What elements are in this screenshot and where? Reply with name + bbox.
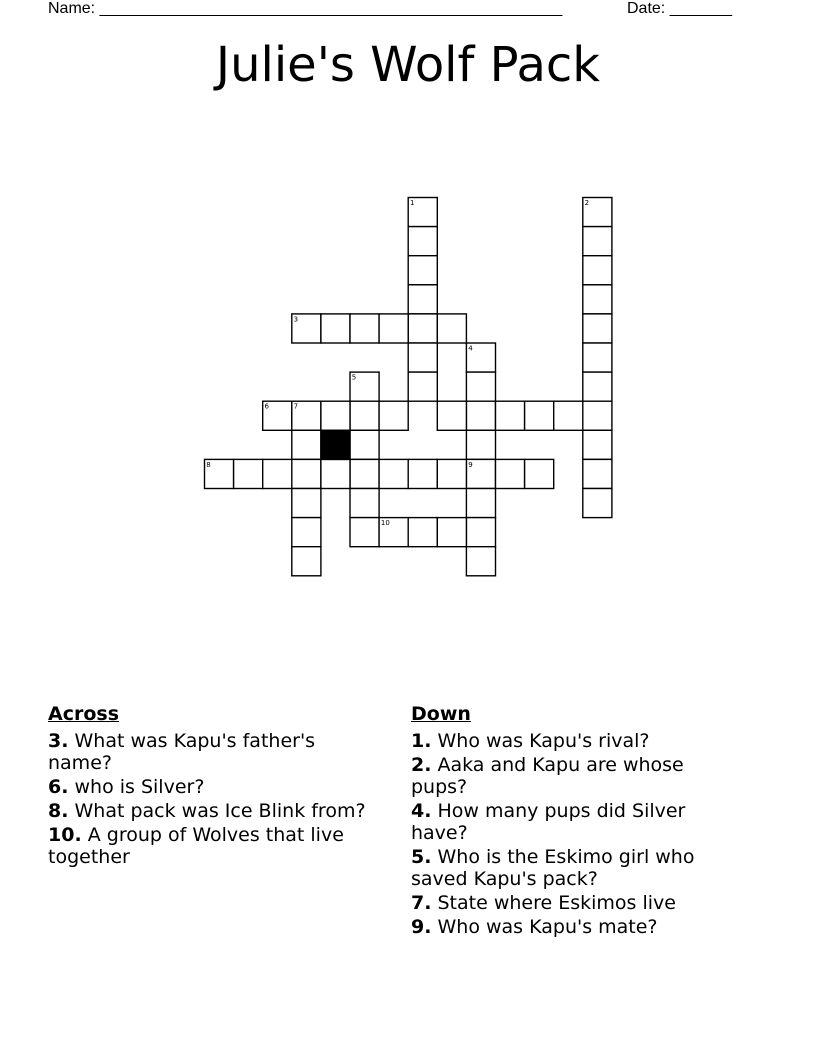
across-heading: Across	[48, 703, 120, 725]
clue-number: 10.	[48, 824, 82, 846]
cell-number: 7	[293, 402, 299, 411]
down-clue	[411, 730, 741, 752]
down-heading: Down	[411, 703, 471, 725]
clue-text: State where Eskimos live	[437, 892, 676, 914]
grid-cell[interactable]	[496, 401, 525, 430]
grid-cell[interactable]	[583, 372, 612, 401]
grid-cell[interactable]	[466, 518, 495, 547]
grid-cell[interactable]	[583, 430, 612, 459]
grid-cell[interactable]	[292, 489, 321, 518]
grid-cell[interactable]	[408, 459, 437, 488]
grid-cell[interactable]	[583, 343, 612, 372]
grid-cell[interactable]	[554, 401, 583, 430]
clue-number: 1.	[411, 730, 432, 752]
grid-cell[interactable]	[321, 459, 350, 488]
clue-text: Who is the Eskimo girl who saved Kapu's pack?	[411, 846, 695, 890]
clue-number: 7.	[411, 892, 432, 914]
clue-number: 2.	[411, 754, 432, 776]
across-clues	[48, 703, 378, 870]
grid-cell[interactable]	[350, 518, 379, 547]
grid-cell[interactable]	[292, 430, 321, 459]
clue-number: 5.	[411, 846, 432, 868]
grid-cell[interactable]	[350, 401, 379, 430]
grid-cell[interactable]	[437, 459, 466, 488]
grid-cell[interactable]	[408, 518, 437, 547]
grid-cell[interactable]	[525, 459, 554, 488]
down-clues	[411, 703, 741, 940]
down-clue	[411, 800, 741, 844]
grid-cell[interactable]	[350, 430, 379, 459]
down-clue	[411, 916, 741, 938]
grid-cell[interactable]	[525, 401, 554, 430]
clue-text: What pack was Ice Blink from?	[74, 800, 366, 822]
clue-number: 4.	[411, 800, 432, 822]
grid-cell[interactable]	[379, 401, 408, 430]
grid-cell[interactable]	[583, 314, 612, 343]
grid-cell[interactable]	[292, 459, 321, 488]
grid-cell[interactable]	[583, 489, 612, 518]
clue-text: A group of Wolves that live together	[48, 824, 344, 868]
grid-cell[interactable]	[437, 314, 466, 343]
cell-number: 6	[264, 402, 269, 411]
grid-cell[interactable]	[583, 227, 612, 256]
grid-cell[interactable]	[466, 547, 495, 576]
grid-cell[interactable]	[583, 285, 612, 314]
grid-cell[interactable]	[437, 401, 466, 430]
cell-number: 3	[293, 315, 299, 324]
grid-cell[interactable]	[466, 489, 495, 518]
grid-cell[interactable]	[408, 343, 437, 372]
grid-cell[interactable]	[437, 518, 466, 547]
grid-cell[interactable]	[583, 401, 612, 430]
date-field[interactable]: Date: _______	[627, 0, 732, 17]
clue-text: who is Silver?	[74, 776, 205, 798]
clue-number: 3.	[48, 730, 69, 752]
grid-cell[interactable]	[379, 314, 408, 343]
down-clue	[411, 846, 741, 890]
clue-text: How many pups did Silver have?	[411, 800, 686, 844]
grid-cell[interactable]	[466, 401, 495, 430]
down-clue	[411, 754, 741, 798]
grid-cell[interactable]	[263, 459, 292, 488]
grid-cell[interactable]	[408, 256, 437, 285]
cell-number: 4	[468, 344, 473, 353]
clue-number: 6.	[48, 776, 69, 798]
clue-text: Aaka and Kapu are whose pups?	[411, 754, 684, 798]
grid-cell[interactable]	[408, 285, 437, 314]
across-clue	[48, 800, 378, 822]
page-title: Julie's Wolf Pack	[215, 37, 601, 93]
cell-number: 10	[380, 519, 390, 528]
cell-number: 2	[584, 199, 590, 207]
clue-number: 8.	[48, 800, 69, 822]
grid-cell[interactable]	[234, 459, 263, 488]
name-field[interactable]: Name: ____________________________________________________	[48, 0, 563, 17]
clue-number: 9.	[411, 916, 432, 938]
cell-number: 8	[206, 460, 211, 469]
grid-cell-black	[321, 430, 350, 459]
cell-number: 5	[351, 373, 357, 382]
grid-cell[interactable]	[496, 459, 525, 488]
grid-cell[interactable]	[583, 459, 612, 488]
cell-number: 1	[410, 199, 415, 207]
cell-number: 9	[468, 460, 473, 469]
down-clue	[411, 892, 741, 914]
grid-cell[interactable]	[408, 227, 437, 256]
grid-cell[interactable]	[321, 314, 350, 343]
grid-cell[interactable]	[583, 256, 612, 285]
clue-text: Who was Kapu's rival?	[437, 730, 650, 752]
grid-cell[interactable]	[408, 372, 437, 401]
clue-text: Who was Kapu's mate?	[437, 916, 658, 938]
across-clue	[48, 730, 378, 774]
grid-cell[interactable]	[408, 314, 437, 343]
grid-cell[interactable]	[292, 547, 321, 576]
grid-cell[interactable]	[350, 459, 379, 488]
clue-text: What was Kapu's father's name?	[48, 730, 316, 774]
grid-cell[interactable]	[292, 518, 321, 547]
grid-cell[interactable]	[350, 314, 379, 343]
grid-cell[interactable]	[466, 372, 495, 401]
grid-cell[interactable]	[466, 430, 495, 459]
grid-cell[interactable]	[350, 489, 379, 518]
across-clue	[48, 776, 378, 798]
grid-cell[interactable]	[321, 401, 350, 430]
grid-cell[interactable]	[379, 459, 408, 488]
across-clue	[48, 824, 378, 868]
